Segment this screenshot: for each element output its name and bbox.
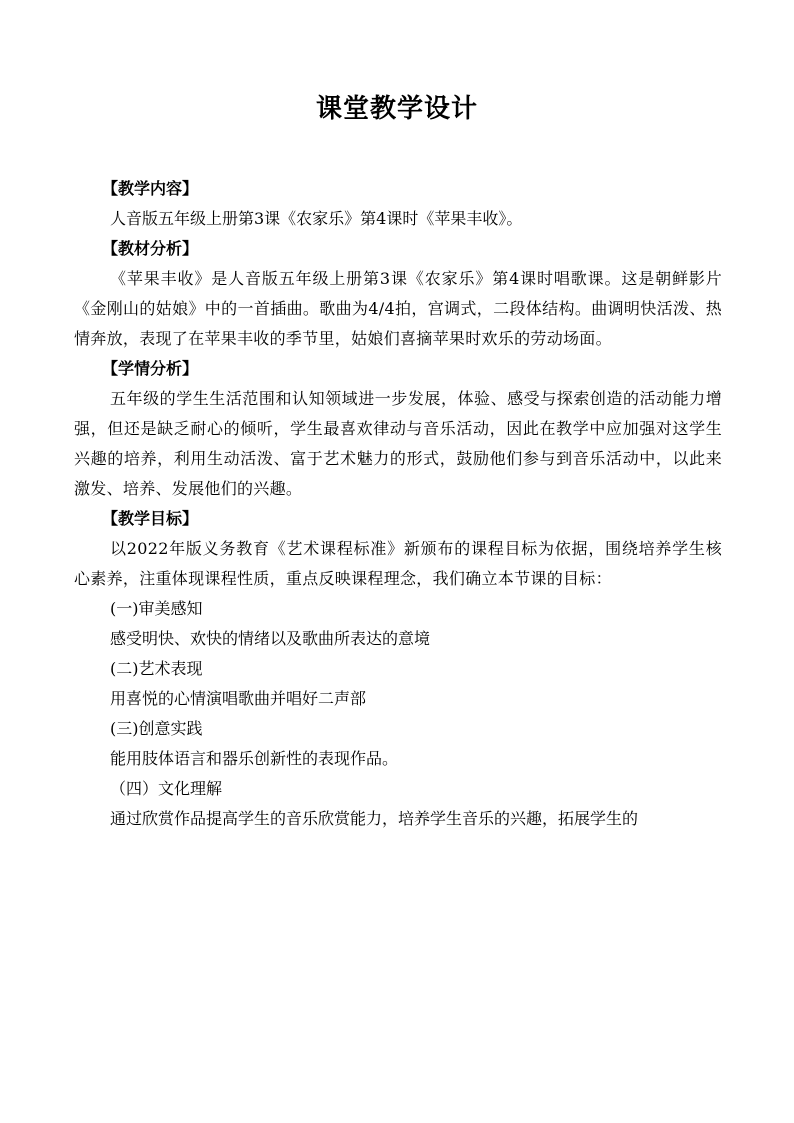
goal-text: 通过欣赏作品提高学生的音乐欣赏能力，培养学生音乐的兴趣，拓展学生的 <box>110 809 639 828</box>
section-heading-goals: 【教学目标】 <box>102 509 199 528</box>
section-heading-material: 【教材分析】 <box>102 239 199 258</box>
goal-text: 用喜悦的心情演唱歌曲并唱好二声部 <box>110 689 367 708</box>
goal-text: 感受明快、欢快的情绪以及歌曲所表达的意境 <box>110 629 431 648</box>
page-title: 课堂教学设计 <box>315 94 478 124</box>
section-text-goals-intro: 以2022年版义务教育《艺术课程标准》新颁布的课程目标为依据，围绕培养学生核心素养，注重体现课程性质，重点反映课程理念，我们确立本节课的目标： <box>74 539 722 588</box>
goal-label: (二)艺术表现 <box>110 659 203 678</box>
section-text-content: 人音版五年级上册第3课《农家乐》第4课时《苹果丰收》。 <box>110 209 523 228</box>
goal-text: 能用肢体语言和器乐创新性的表现作品。 <box>110 749 399 768</box>
document-body <box>74 174 722 834</box>
section-text-students: 五年级的学生生活范围和认知领域进一步发展，体验、感受与探索创造的活动能力增强，但还是缺乏耐心的倾听，学生最喜欢律动与音乐活动，因此在教学中应加强对这学生兴趣的培养，利用生动活泼、富于艺术魅力的形式，鼓励他们参与到音乐活动中，以此来激发、培养、发展他们的兴趣。 <box>74 389 722 498</box>
section-text-material: 《苹果丰收》是人音版五年级上册第3课《农家乐》第4课时唱歌课。这是朝鲜影片《金刚山的姑娘》中的一首插曲。歌曲为4/4拍，宫调式，二段体结构。曲调明快活泼、热情奔放，表现了在苹果丰收的季节里，姑娘们喜摘苹果时欢乐的劳动场面。 <box>74 269 722 348</box>
goal-label: (一)审美感知 <box>110 599 203 618</box>
goal-label: （四）文化理解 <box>110 779 223 798</box>
goal-label: (三)创意实践 <box>110 719 203 738</box>
section-heading-students: 【学情分析】 <box>102 359 199 378</box>
section-heading-content: 【教学内容】 <box>102 179 199 198</box>
